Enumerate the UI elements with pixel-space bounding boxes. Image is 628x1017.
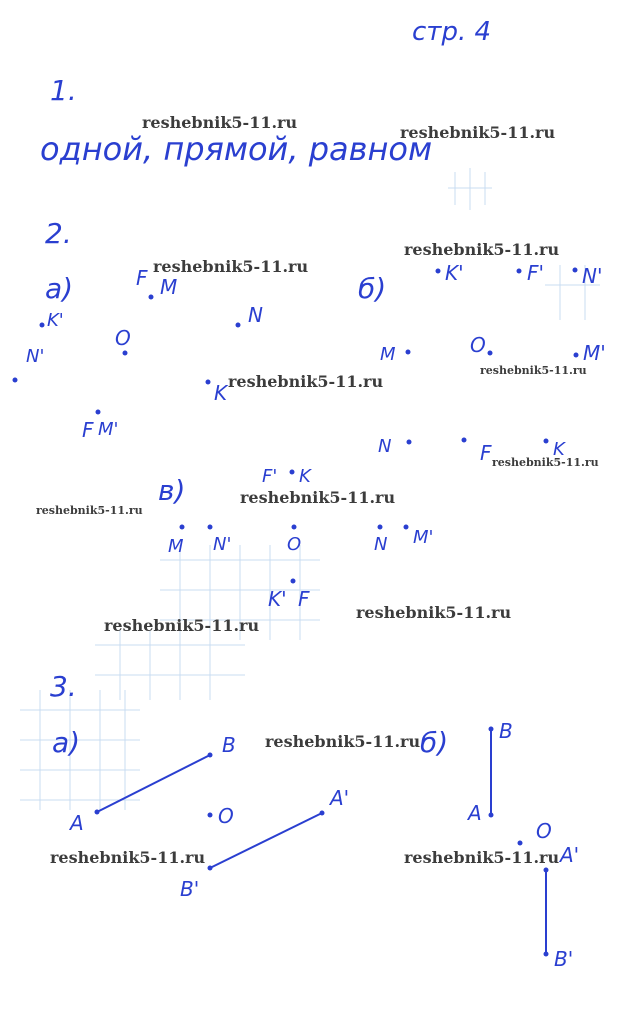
label-F: F [480,441,492,465]
task2-number: 2. [45,217,72,250]
label-F-prime: F' [262,466,278,487]
point-O [292,525,297,530]
task2-part-b [358,261,606,465]
watermark: reshebnik5-11.ru [356,603,512,622]
page-reference: стр. 4 [412,17,492,47]
point-M [149,295,154,300]
point-M [180,525,185,530]
label-M: M [168,536,184,557]
point-B [489,727,494,732]
point-N [407,440,412,445]
label-O: O [470,333,486,357]
label-K-prime: K' [268,587,287,611]
watermark: reshebnik5-11.ru [104,616,260,635]
label-B-prime: B' [554,947,574,971]
point-K [544,439,549,444]
point-A-prime [320,811,325,816]
point-N-prime [573,268,578,273]
label-O: O [536,819,552,843]
point-A-prime [544,868,549,873]
label-O: O [287,534,302,555]
label-F: F [136,266,148,290]
label-A-prime: A' [560,843,580,867]
watermarks [36,113,599,867]
point-N-prime [208,525,213,530]
point-O [123,351,128,356]
watermark: reshebnik5-11.ru [400,123,556,142]
label-K-prime: K' [445,261,464,285]
label-N-prime: N' [213,534,232,555]
point-O [488,351,493,356]
point-F-M-prime [96,410,101,415]
point-B [208,753,213,758]
label-A-prime: A' [330,786,350,810]
label-B-prime: B' [180,877,200,901]
watermark: reshebnik5-11.ru [492,456,599,469]
segment-AB [97,755,210,812]
point-K-prime-F [291,579,296,584]
point-M-prime [404,525,409,530]
label-F-prime: F [82,418,94,442]
label-M: M [380,344,396,365]
point-N [236,323,241,328]
label-K-prime: K' [47,310,64,331]
label-K: K [299,466,311,487]
label-B: B [499,719,513,743]
label-N-prime: N' [582,264,603,288]
watermark: reshebnik5-11.ru [36,504,143,517]
point-B-prime [208,866,213,871]
point-O [208,813,213,818]
task2-part-a [13,266,264,442]
point-B-prime [544,952,549,957]
task3-part-a [52,726,349,901]
point-M-prime [574,353,579,358]
label-M-prime: M' [583,341,606,365]
task3-number: 3. [50,670,77,703]
label-M-prime: M' [413,527,434,548]
label-N: N [248,303,263,327]
watermark: reshebnik5-11.ru [404,848,560,867]
task1-answer: одной, прямой, равном [40,130,433,168]
watermark: reshebnik5-11.ru [153,257,309,276]
label-A: A [70,811,84,835]
watermark: reshebnik5-11.ru [142,113,298,132]
watermark: reshebnik5-11.ru [404,240,560,259]
label-M-prime: M' [98,419,119,440]
task3-part-b [420,719,579,971]
point-F-prime-K [290,470,295,475]
watermark: reshebnik5-11.ru [50,848,206,867]
label-O: O [115,326,131,350]
label-K: K [214,381,228,405]
label-N: N [378,436,392,457]
watermark: reshebnik5-11.ru [265,732,421,751]
label-O: O [218,804,234,828]
watermark: reshebnik5-11.ru [228,372,384,391]
label-F-prime: F' [527,261,545,285]
task2v-label: в) [158,474,186,507]
label-B: B [222,733,236,757]
label-K: K [553,439,565,460]
label-N: N [374,534,388,555]
point-M [406,350,411,355]
label-M: M [160,275,178,299]
point-K-prime [436,269,441,274]
label-N-prime: N' [26,346,45,367]
point-A [489,813,494,818]
point-F-prime [517,269,522,274]
point-A [95,810,100,815]
point-N-prime [13,378,18,383]
task3a-label: а) [52,726,81,759]
task1-number: 1. [50,74,77,107]
point-N [378,525,383,530]
watermark: reshebnik5-11.ru [480,364,587,377]
point-F [462,438,467,443]
task3b-label: б) [420,726,449,759]
watermark: reshebnik5-11.ru [240,488,396,507]
point-K [206,380,211,385]
label-A: A [468,801,482,825]
point-K-prime [40,323,45,328]
task2b-label: б) [358,272,387,305]
task2a-label: а) [45,272,74,305]
point-O [518,841,523,846]
label-F: F [298,587,310,611]
